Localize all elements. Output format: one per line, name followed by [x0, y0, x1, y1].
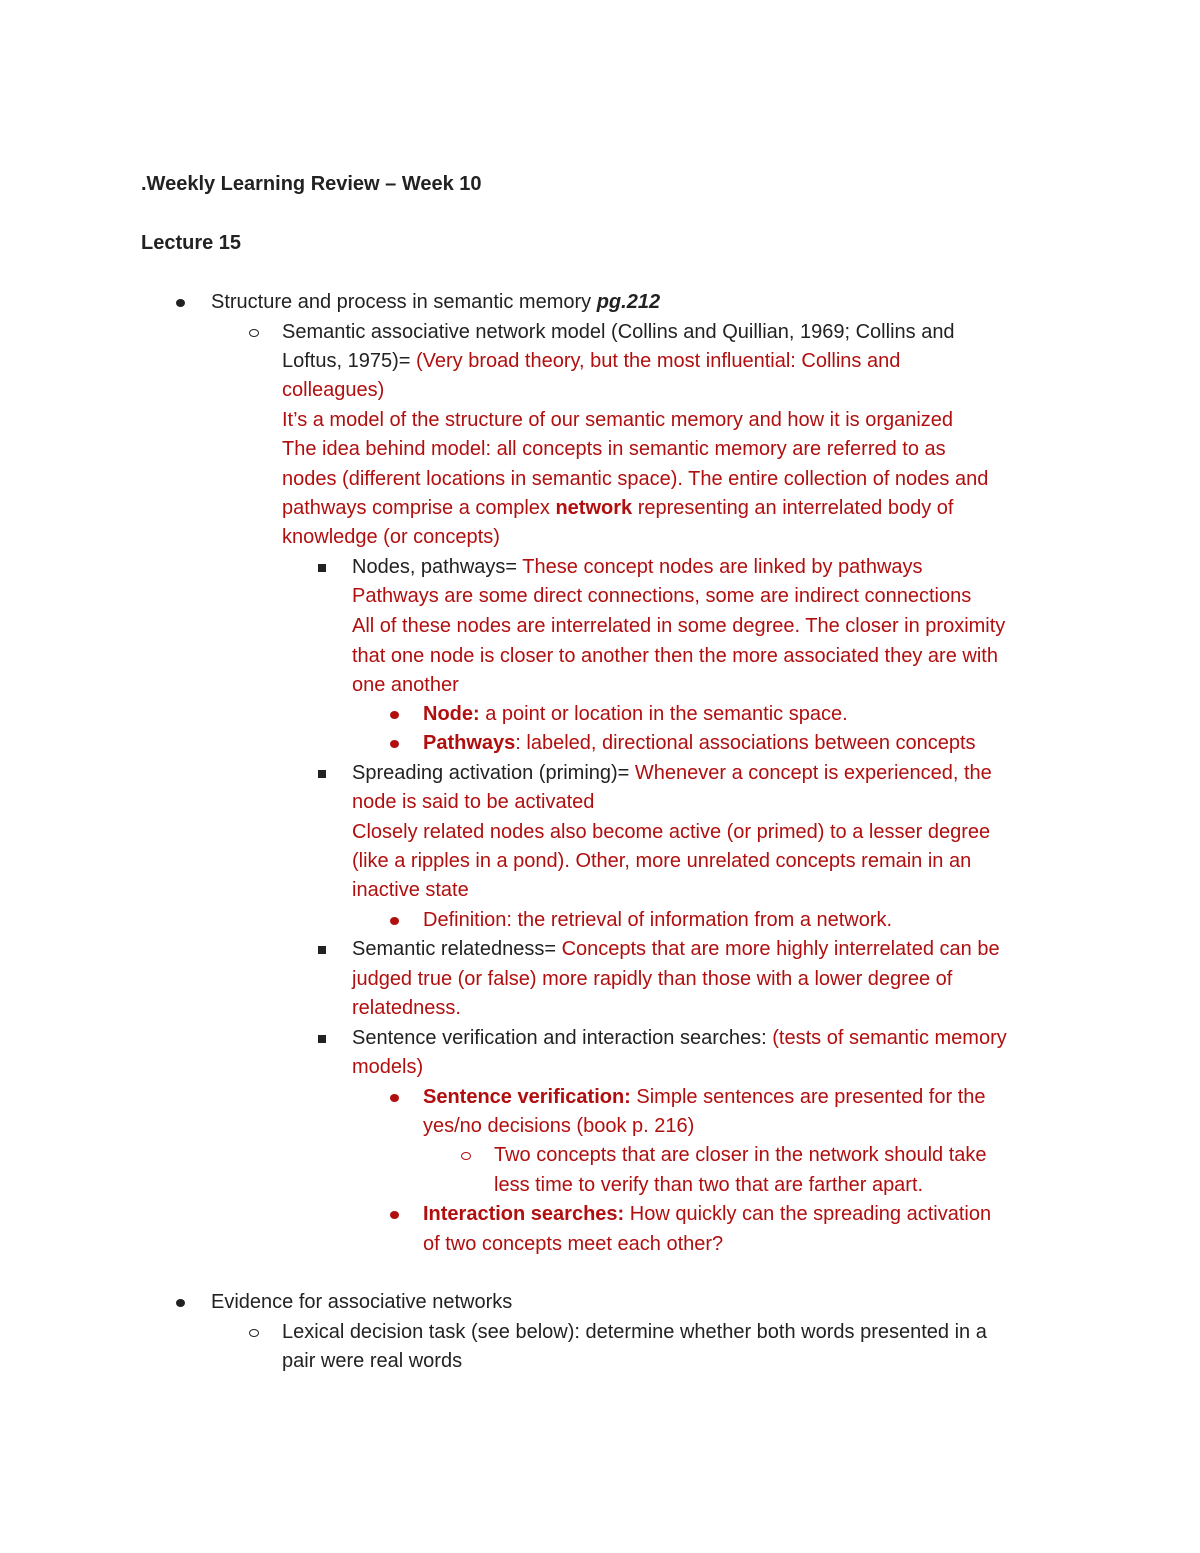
relatedness-line-3: relatedness.: [352, 997, 461, 1019]
note-span: Concepts that are more highly interrelated can be: [561, 938, 1000, 960]
bullet-square-icon: [318, 555, 326, 579]
semantic-model-line-7: [282, 496, 953, 520]
semantic-model-line-8: knowledge (or concepts): [282, 526, 500, 548]
bold-term: network: [555, 497, 633, 519]
semantic-model-line-3: colleagues): [282, 379, 385, 401]
lexical-line-1: Lexical decision task (see below): determine whether both words presented in a: [282, 1321, 987, 1343]
bullet-dot-icon: [176, 1290, 185, 1314]
bullet-square-icon: [318, 1026, 326, 1050]
bullet-evidence: Evidence for associative networks: [211, 1291, 513, 1313]
spreading-line-3: Closely related nodes also become active (or primed) to a lesser degree: [352, 821, 991, 843]
term-text: Simple sentences are presented for the: [630, 1086, 986, 1108]
bullet-ring-icon: [249, 320, 259, 344]
bullet-dot-icon: [176, 290, 185, 314]
sentence-verification-line-1: [423, 1085, 986, 1109]
nodes-line-2: Pathways are some direct connections, some are indirect connections: [352, 585, 972, 607]
text-span: Nodes, pathways=: [352, 556, 523, 578]
two-concepts-line-1: Two concepts that are closer in the network should take: [494, 1144, 987, 1166]
semantic-model-line-2: [282, 349, 900, 373]
node-definition: [423, 702, 848, 726]
verification-line-2: models): [352, 1056, 424, 1078]
term-text: : labeled, directional associations between concepts: [515, 732, 976, 754]
bullet-square-icon: [318, 937, 326, 961]
note-span: (Very broad theory, but the most influential: Collins and: [415, 350, 901, 372]
bullet-structure-process: [211, 290, 660, 314]
bullet-dot-icon: [390, 731, 399, 755]
text-span: representing an interrelated body of: [632, 497, 954, 519]
text-span: pathways comprise a complex: [282, 497, 556, 519]
semantic-model-line-4: It’s a model of the structure of our semantic memory and how it is organized: [282, 409, 954, 431]
page-reference: pg.212: [596, 291, 661, 313]
bullet-text: Structure and process in semantic memory: [211, 291, 597, 313]
term-label: Sentence verification:: [423, 1086, 631, 1108]
text-span: Semantic relatedness=: [352, 938, 562, 960]
text-span: Spreading activation (priming)=: [352, 762, 635, 784]
interaction-searches-line-1: [423, 1202, 991, 1226]
note-span: (tests of semantic memory: [772, 1027, 1007, 1049]
bullet-dot-icon: [390, 1085, 399, 1109]
semantic-model-line-1: Semantic associative network model (Collins and Quillian, 1969; Collins and: [282, 321, 955, 343]
verification-line-1: [352, 1026, 1007, 1050]
spreading-line-5: inactive state: [352, 879, 469, 901]
term-text: a point or location in the semantic space.: [479, 703, 848, 725]
spreading-line-4: (like a ripples in a pond). Other, more unrelated concepts remain in an: [352, 850, 972, 872]
note-span: Whenever a concept is experienced, the: [634, 762, 992, 784]
lexical-line-2: pair were real words: [282, 1350, 463, 1372]
text-span: Loftus, 1975)=: [282, 350, 416, 372]
lecture-heading: Lecture 15: [141, 232, 242, 254]
spreading-definition: Definition: the retrieval of information from a network.: [423, 909, 893, 931]
document-title: .Weekly Learning Review – Week 10: [141, 173, 482, 195]
term-label: Node:: [423, 703, 480, 725]
bullet-dot-icon: [390, 702, 399, 726]
two-concepts-line-2: less time to verify than two that are farther apart.: [494, 1174, 924, 1196]
nodes-line-4: that one node is closer to another then the more associated they are with: [352, 645, 998, 667]
spreading-line-1: [352, 761, 992, 785]
bullet-ring-icon: [461, 1143, 471, 1167]
nodes-line-1: [352, 555, 923, 579]
relatedness-line-2: judged true (or false) more rapidly than those with a lower degree of: [352, 968, 953, 990]
semantic-model-line-6: nodes (different locations in semantic space). The entire collection of nodes and: [282, 468, 989, 490]
nodes-line-5: one another: [352, 674, 459, 696]
term-label: Interaction searches:: [423, 1203, 625, 1225]
pathways-definition: [423, 731, 976, 755]
sentence-verification-line-2: yes/no decisions (book p. 216): [423, 1115, 695, 1137]
relatedness-line-1: [352, 937, 1000, 961]
note-span: These concept nodes are linked by pathways: [522, 556, 923, 578]
bullet-dot-icon: [390, 908, 399, 932]
semantic-model-line-5: The idea behind model: all concepts in semantic memory are referred to as: [282, 438, 946, 460]
bullet-ring-icon: [249, 1320, 259, 1344]
nodes-line-3: All of these nodes are interrelated in some degree. The closer in proximity: [352, 615, 1006, 637]
term-text: How quickly can the spreading activation: [624, 1203, 992, 1225]
interaction-searches-line-2: of two concepts meet each other?: [423, 1233, 724, 1255]
bullet-square-icon: [318, 761, 326, 785]
text-span: Sentence verification and interaction searches:: [352, 1027, 773, 1049]
term-label: Pathways: [423, 732, 516, 754]
spreading-line-2: node is said to be activated: [352, 791, 595, 813]
bullet-dot-icon: [390, 1202, 399, 1226]
